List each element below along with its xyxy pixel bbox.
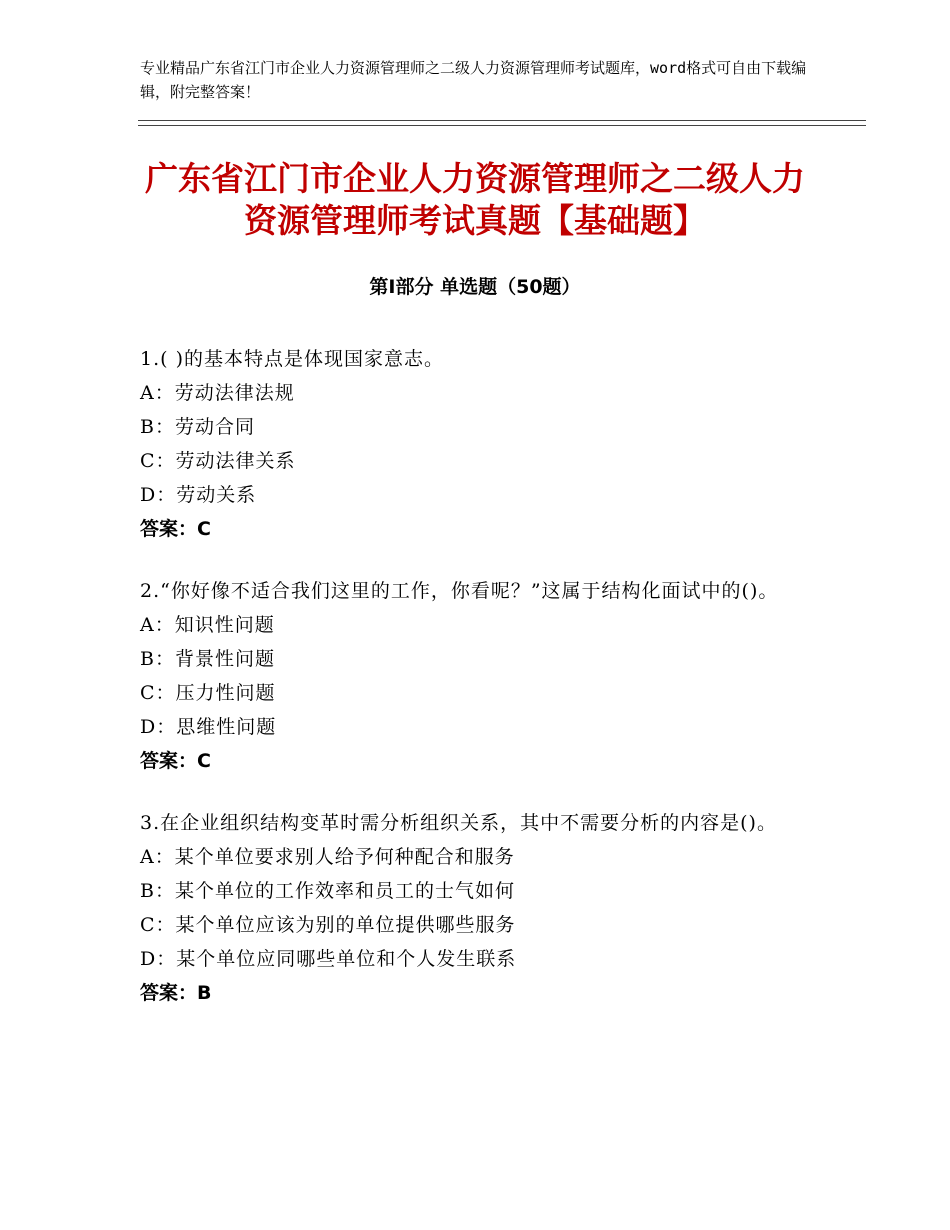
option-b: B：劳动合同 — [140, 416, 255, 438]
question-1 — [140, 342, 810, 546]
option-c: C：压力性问题 — [140, 682, 276, 704]
option-a: A：劳动法律法规 — [140, 382, 295, 404]
option-c: C：劳动法律关系 — [140, 450, 296, 472]
question-list — [140, 342, 810, 1038]
answer-label: 答案：C — [140, 518, 211, 540]
question-3 — [140, 806, 810, 1010]
answer-label: 答案：B — [140, 982, 212, 1004]
option-b: B：背景性问题 — [140, 648, 275, 670]
option-c: C：某个单位应该为别的单位提供哪些服务 — [140, 914, 516, 936]
question-stem: 1.( )的基本特点是体现国家意志。 — [140, 348, 444, 370]
section-title: 第Ⅰ部分 单选题（50题） — [369, 276, 581, 298]
document-title: 广东省江门市企业人力资源管理师之二级人力资源管理师考试真题【基础题】 — [145, 159, 805, 240]
option-d: D：劳动关系 — [140, 484, 257, 506]
option-d: D：思维性问题 — [140, 716, 277, 738]
question-2 — [140, 574, 810, 778]
header-note: 专业精品广东省江门市企业人力资源管理师之二级人力资源管理师考试题库，word格式可自由下载编辑，附完整答案！ — [140, 59, 807, 101]
option-b: B：某个单位的工作效率和员工的士气如何 — [140, 880, 515, 902]
header-divider — [138, 120, 866, 126]
question-stem: 3.在企业组织结构变革时需分析组织关系，其中不需要分析的内容是()。 — [140, 812, 777, 834]
option-a: A：知识性问题 — [140, 614, 275, 636]
answer-label: 答案：C — [140, 750, 211, 772]
option-a: A：某个单位要求别人给予何种配合和服务 — [140, 846, 515, 868]
option-d: D：某个单位应同哪些单位和个人发生联系 — [140, 948, 517, 970]
question-stem: 2.“你好像不适合我们这里的工作，你看呢？”这属于结构化面试中的()。 — [140, 580, 779, 602]
